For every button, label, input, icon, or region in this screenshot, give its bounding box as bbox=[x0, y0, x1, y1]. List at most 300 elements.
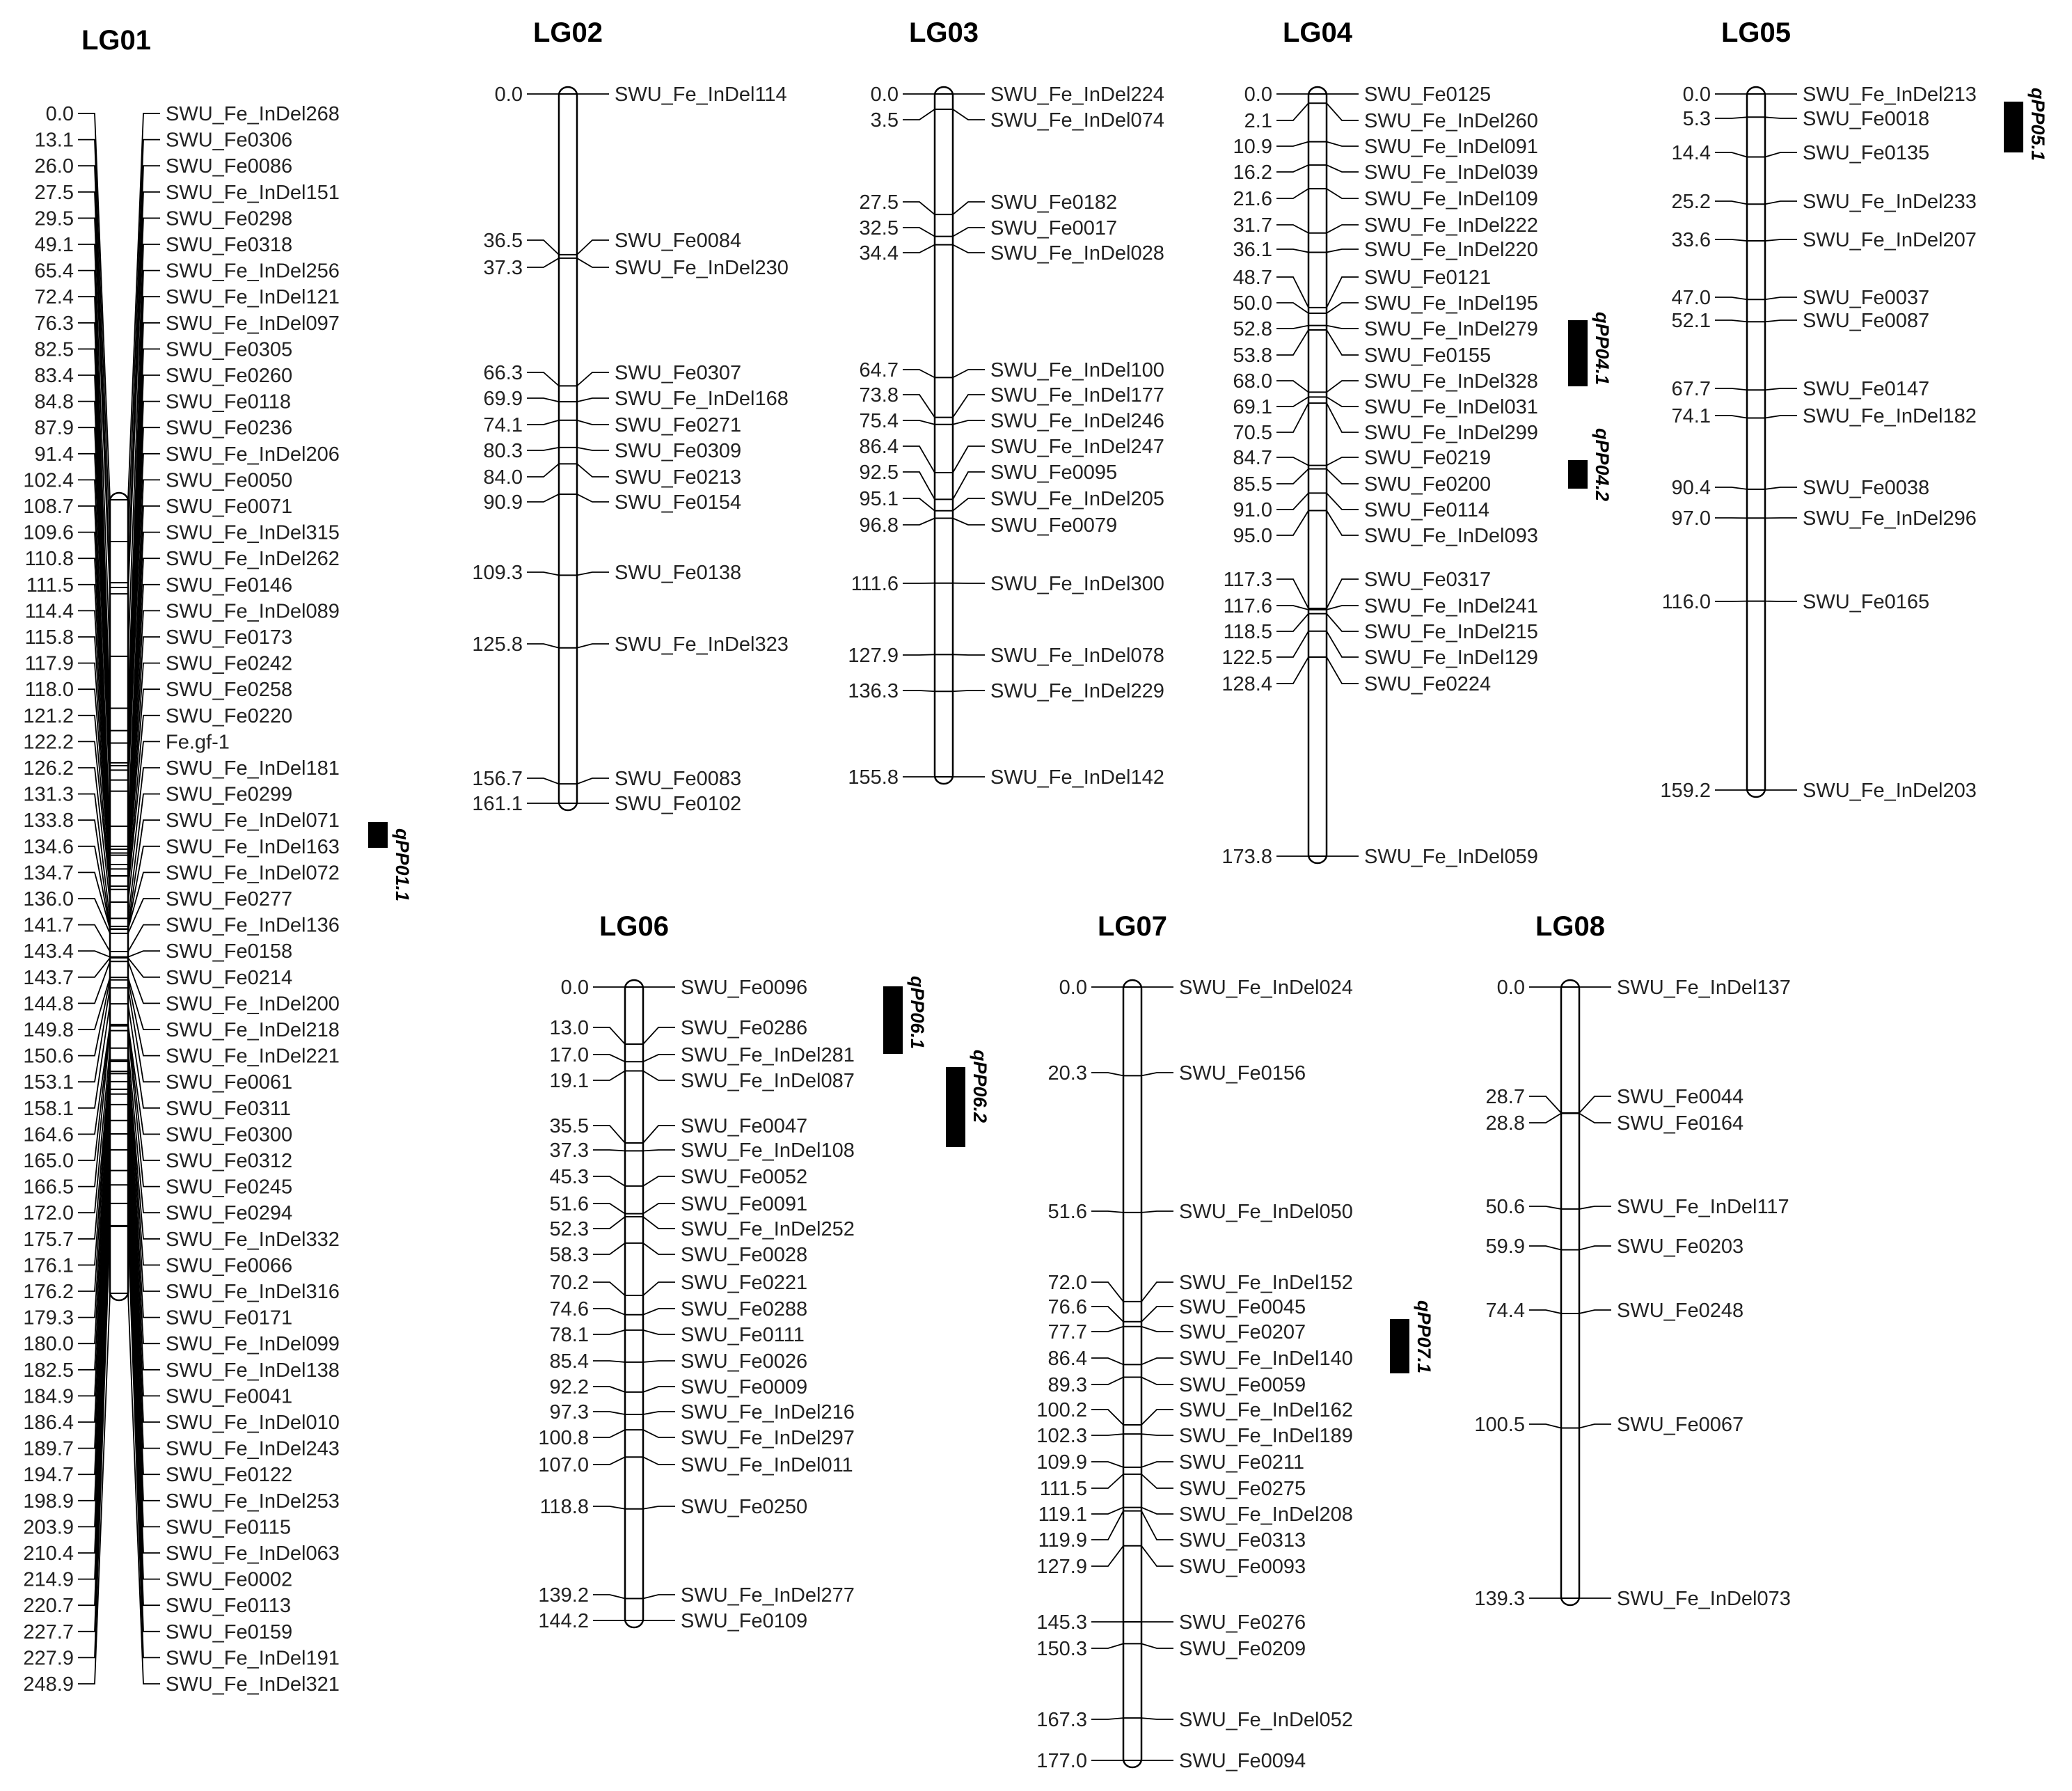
marker-position: 150.3 bbox=[1036, 1638, 1087, 1660]
marker-position: 84.7 bbox=[1233, 447, 1272, 469]
marker-name: SWU_Fe0050 bbox=[166, 469, 293, 492]
marker-connector-right bbox=[1327, 457, 1359, 466]
marker-connector-right bbox=[1327, 103, 1359, 120]
marker-connector-right bbox=[1141, 1211, 1173, 1213]
marker-name: SWU_Fe_InDel299 bbox=[1364, 422, 1538, 444]
chromosome-bar bbox=[625, 980, 643, 1627]
marker-connector-right bbox=[643, 1330, 675, 1334]
marker-name: SWU_Fe_InDel011 bbox=[681, 1454, 853, 1476]
marker-name: SWU_Fe_InDel091 bbox=[1364, 136, 1538, 158]
marker-connector-right bbox=[1141, 1358, 1173, 1364]
marker-name: SWU_Fe0298 bbox=[166, 207, 293, 230]
marker-name: SWU_Fe_InDel230 bbox=[615, 257, 789, 279]
marker-connector-right bbox=[577, 258, 609, 267]
marker-connector-right bbox=[577, 372, 609, 386]
marker-position: 73.8 bbox=[859, 384, 899, 407]
marker-position: 172.0 bbox=[23, 1202, 74, 1225]
marker-connector-left bbox=[78, 951, 110, 957]
marker-position: 227.9 bbox=[23, 1647, 74, 1670]
marker-connector-left bbox=[1715, 117, 1747, 118]
marker-name: SWU_Fe_InDel241 bbox=[1364, 595, 1538, 617]
marker-name: SWU_Fe_InDel268 bbox=[166, 103, 340, 125]
marker-name: SWU_Fe0307 bbox=[615, 362, 742, 384]
marker-position: 145.3 bbox=[1036, 1611, 1087, 1634]
marker-position: 166.5 bbox=[23, 1176, 74, 1199]
marker-connector-right bbox=[128, 961, 160, 1003]
marker-position: 91.0 bbox=[1233, 499, 1272, 521]
chromosome-bar bbox=[1561, 980, 1579, 1605]
marker-position: 28.8 bbox=[1485, 1112, 1525, 1135]
marker-name: SWU_Fe_InDel296 bbox=[1803, 507, 1977, 530]
marker-connector-right bbox=[643, 1387, 675, 1392]
marker-connector-right bbox=[643, 1412, 675, 1414]
marker-name: SWU_Fe_InDel177 bbox=[990, 384, 1164, 407]
marker-name: SWU_Fe0248 bbox=[1617, 1300, 1744, 1322]
marker-name: SWU_Fe0260 bbox=[166, 365, 293, 387]
marker-position: 115.8 bbox=[24, 626, 74, 649]
marker-position: 143.4 bbox=[23, 940, 74, 963]
marker-connector-left bbox=[593, 1361, 625, 1362]
marker-connector-right bbox=[953, 395, 985, 418]
marker-name: SWU_Fe0061 bbox=[166, 1071, 293, 1094]
marker-position: 119.9 bbox=[1038, 1529, 1087, 1552]
marker-position: 149.8 bbox=[23, 1019, 74, 1041]
marker-position: 72.0 bbox=[1047, 1272, 1087, 1294]
marker-connector-left bbox=[1091, 1211, 1123, 1213]
marker-position: 177.0 bbox=[1036, 1750, 1087, 1772]
marker-name: SWU_Fe0214 bbox=[166, 966, 293, 989]
marker-connector-right bbox=[643, 1204, 675, 1214]
linkage-group-title: LG08 bbox=[1535, 911, 1606, 942]
linkage-group-title: LG05 bbox=[1721, 17, 1792, 48]
marker-position: 78.1 bbox=[549, 1324, 589, 1346]
marker-connector-right bbox=[1141, 1410, 1173, 1425]
marker-connector-right bbox=[1327, 614, 1359, 631]
marker-connector-left bbox=[1276, 457, 1308, 466]
marker-position: 37.3 bbox=[483, 257, 523, 279]
marker-connector-left bbox=[1715, 239, 1747, 241]
marker-connector-right bbox=[1327, 403, 1359, 432]
linkage-group-title: LG01 bbox=[81, 25, 152, 56]
marker-name: SWU_Fe_InDel031 bbox=[1364, 396, 1538, 418]
marker-connector-left bbox=[593, 1506, 625, 1509]
marker-connector-left bbox=[1276, 103, 1308, 120]
marker-position: 69.1 bbox=[1233, 396, 1272, 418]
marker-connector-right bbox=[1765, 201, 1797, 204]
marker-name: SWU_Fe_InDel279 bbox=[1364, 318, 1538, 340]
marker-connector-right bbox=[643, 1055, 675, 1062]
marker-connector-left bbox=[527, 258, 559, 267]
marker-position: 118.8 bbox=[539, 1496, 589, 1518]
marker-name: SWU_Fe0037 bbox=[1803, 287, 1930, 309]
marker-connector-right bbox=[1327, 579, 1359, 608]
marker-name: SWU_Fe0224 bbox=[1364, 673, 1492, 695]
marker-connector-left bbox=[1091, 1508, 1123, 1514]
marker-name: SWU_Fe_InDel203 bbox=[1803, 780, 1977, 802]
marker-position: 91.4 bbox=[34, 443, 74, 466]
marker-name: SWU_Fe0207 bbox=[1179, 1321, 1306, 1343]
marker-position: 72.4 bbox=[34, 286, 74, 309]
marker-position: 13.1 bbox=[34, 129, 74, 152]
marker-connector-left bbox=[593, 1387, 625, 1392]
marker-position: 117.3 bbox=[1223, 569, 1272, 591]
marker-position: 109.6 bbox=[23, 521, 74, 544]
marker-connector-left bbox=[527, 644, 559, 648]
marker-name: SWU_Fe_InDel100 bbox=[990, 359, 1164, 381]
marker-position: 175.7 bbox=[23, 1228, 74, 1251]
linkage-group-lg03 bbox=[848, 17, 1164, 789]
marker-name: SWU_Fe_InDel191 bbox=[166, 1647, 340, 1670]
marker-position: 156.7 bbox=[472, 768, 523, 790]
marker-name: SWU_Fe_InDel129 bbox=[1364, 647, 1538, 669]
marker-position: 68.0 bbox=[1233, 370, 1272, 393]
marker-name: SWU_Fe0271 bbox=[615, 414, 742, 436]
marker-connector-right bbox=[643, 1150, 675, 1151]
marker-connector-right bbox=[643, 1457, 675, 1465]
marker-name: SWU_Fe0277 bbox=[166, 888, 293, 910]
marker-name: SWU_Fe0066 bbox=[166, 1254, 293, 1277]
marker-connector-right bbox=[643, 1217, 675, 1229]
marker-name: SWU_Fe_InDel332 bbox=[166, 1228, 340, 1251]
marker-name: SWU_Fe0306 bbox=[166, 129, 293, 152]
marker-position: 108.7 bbox=[23, 496, 74, 518]
marker-name: SWU_Fe_InDel216 bbox=[681, 1401, 855, 1423]
marker-name: SWU_Fe_InDel142 bbox=[990, 766, 1164, 789]
marker-connector-right bbox=[1327, 606, 1359, 610]
marker-connector-left bbox=[903, 109, 935, 120]
linkage-group-title: LG03 bbox=[908, 17, 979, 48]
marker-name: SWU_Fe0093 bbox=[1179, 1556, 1306, 1578]
marker-name: SWU_Fe0125 bbox=[1364, 84, 1492, 106]
marker-position: 125.8 bbox=[472, 633, 523, 656]
marker-connector-right bbox=[1765, 416, 1797, 418]
marker-position: 109.9 bbox=[1036, 1451, 1087, 1474]
marker-position: 180.0 bbox=[23, 1333, 74, 1356]
marker-name: SWU_Fe_InDel050 bbox=[1179, 1201, 1353, 1223]
marker-name: SWU_Fe_InDel205 bbox=[990, 488, 1164, 510]
marker-position: 139.2 bbox=[538, 1584, 589, 1607]
marker-position: 119.1 bbox=[1038, 1504, 1087, 1526]
marker-connector-right bbox=[643, 1309, 675, 1315]
marker-position: 19.1 bbox=[549, 1070, 589, 1092]
marker-position: 164.6 bbox=[23, 1123, 74, 1146]
marker-position: 0.0 bbox=[494, 84, 523, 106]
marker-position: 17.0 bbox=[549, 1044, 589, 1066]
marker-connector-right bbox=[1327, 165, 1359, 172]
marker-connector-left bbox=[1091, 1546, 1123, 1566]
marker-position: 25.2 bbox=[1671, 191, 1711, 213]
marker-name: SWU_Fe0147 bbox=[1803, 378, 1930, 400]
marker-position: 118.0 bbox=[24, 679, 74, 702]
marker-name: SWU_Fe_InDel260 bbox=[1364, 110, 1538, 132]
marker-position: 53.8 bbox=[1233, 345, 1272, 367]
marker-position: 52.1 bbox=[1671, 310, 1711, 332]
qtl-label: qPP06.2 bbox=[970, 1050, 990, 1123]
marker-position: 47.0 bbox=[1671, 287, 1711, 309]
marker-position: 0.0 bbox=[560, 977, 589, 999]
marker-name: SWU_Fe0156 bbox=[1179, 1062, 1306, 1084]
marker-connector-right bbox=[1579, 1096, 1611, 1113]
marker-position: 95.1 bbox=[859, 488, 899, 510]
marker-position: 96.8 bbox=[859, 514, 899, 537]
marker-name: SWU_Fe_InDel114 bbox=[615, 84, 787, 106]
marker-position: 118.5 bbox=[1223, 621, 1272, 643]
marker-connector-right bbox=[1579, 1206, 1611, 1209]
marker-position: 95.0 bbox=[1233, 525, 1272, 547]
marker-name: SWU_Fe0087 bbox=[1803, 310, 1930, 332]
marker-connector-right bbox=[577, 448, 609, 450]
marker-name: SWU_Fe0038 bbox=[1803, 477, 1930, 499]
marker-position: 155.8 bbox=[848, 766, 899, 789]
marker-connector-left bbox=[1091, 1718, 1123, 1719]
marker-position: 100.8 bbox=[538, 1427, 589, 1449]
marker-position: 32.5 bbox=[859, 217, 899, 239]
marker-name: SWU_Fe_InDel010 bbox=[166, 1412, 340, 1434]
marker-connector-right bbox=[1141, 1307, 1173, 1322]
marker-name: SWU_Fe_InDel099 bbox=[166, 1333, 340, 1356]
marker-connector-right bbox=[643, 1430, 675, 1437]
marker-position: 136.0 bbox=[23, 888, 74, 910]
marker-name: SWU_Fe_InDel073 bbox=[1617, 1588, 1791, 1610]
marker-name: SWU_Fe0094 bbox=[1179, 1750, 1306, 1772]
marker-name: SWU_Fe0313 bbox=[1179, 1529, 1306, 1552]
marker-position: 36.1 bbox=[1233, 239, 1272, 261]
marker-connector-right bbox=[1765, 487, 1797, 489]
marker-connector-left bbox=[1529, 1424, 1561, 1428]
linkage-group-lg02 bbox=[472, 17, 788, 815]
marker-connector-left bbox=[1091, 1511, 1123, 1540]
marker-connector-left bbox=[593, 1204, 625, 1214]
marker-name: SWU_Fe_InDel059 bbox=[1364, 846, 1538, 868]
marker-position: 114.4 bbox=[24, 600, 74, 623]
marker-name: SWU_Fe_InDel213 bbox=[1803, 84, 1977, 106]
marker-name: SWU_Fe0288 bbox=[681, 1298, 808, 1320]
marker-connector-right bbox=[1141, 1282, 1173, 1302]
marker-connector-left bbox=[903, 370, 935, 377]
marker-name: SWU_Fe0002 bbox=[166, 1568, 293, 1591]
marker-position: 134.7 bbox=[23, 862, 74, 885]
marker-connector-right bbox=[643, 1071, 675, 1080]
marker-position: 100.2 bbox=[1036, 1399, 1087, 1421]
marker-position: 29.5 bbox=[34, 207, 74, 230]
marker-connector-right bbox=[1765, 388, 1797, 390]
marker-position: 186.4 bbox=[23, 1412, 74, 1434]
marker-connector-right bbox=[1141, 1508, 1173, 1514]
marker-name: SWU_Fe0317 bbox=[1364, 569, 1492, 591]
marker-name: SWU_Fe_InDel089 bbox=[166, 600, 340, 623]
marker-connector-right bbox=[1579, 1310, 1611, 1313]
marker-connector-left bbox=[903, 498, 935, 511]
marker-position: 179.3 bbox=[23, 1307, 74, 1330]
marker-connector-left bbox=[1276, 165, 1308, 172]
marker-connector-right bbox=[1327, 657, 1359, 684]
linkage-group-lg07 bbox=[1036, 911, 1434, 1772]
marker-position: 13.0 bbox=[549, 1017, 589, 1039]
marker-connector-right bbox=[1327, 511, 1359, 535]
marker-name: SWU_Fe_InDel222 bbox=[1364, 214, 1538, 237]
marker-name: SWU_Fe0118 bbox=[166, 390, 291, 413]
marker-position: 0.0 bbox=[45, 103, 74, 125]
marker-name: SWU_Fe0017 bbox=[990, 217, 1118, 239]
marker-name: SWU_Fe_InDel221 bbox=[166, 1045, 340, 1068]
marker-name: SWU_Fe_InDel218 bbox=[166, 1019, 340, 1041]
linkage-group-lg08 bbox=[1474, 911, 1790, 1610]
marker-name: SWU_Fe_InDel063 bbox=[166, 1543, 340, 1565]
marker-connector-right bbox=[128, 951, 160, 957]
linkage-group-lg06 bbox=[538, 911, 990, 1632]
marker-position: 35.5 bbox=[549, 1115, 589, 1137]
marker-position: 161.1 bbox=[472, 793, 523, 815]
marker-connector-right bbox=[1327, 303, 1359, 313]
marker-name: SWU_Fe_InDel138 bbox=[166, 1359, 340, 1382]
marker-connector-left bbox=[903, 245, 935, 253]
marker-position: 74.1 bbox=[483, 414, 523, 436]
marker-connector-left bbox=[593, 1243, 625, 1254]
marker-position: 122.5 bbox=[1221, 647, 1272, 669]
marker-connector-left bbox=[1276, 469, 1308, 484]
marker-connector-left bbox=[1276, 142, 1308, 146]
marker-connector-left bbox=[593, 1595, 625, 1598]
linkage-group-title: LG06 bbox=[599, 911, 670, 942]
marker-connector-right bbox=[1765, 297, 1797, 299]
marker-position: 131.3 bbox=[23, 783, 74, 806]
marker-position: 50.6 bbox=[1485, 1196, 1525, 1218]
marker-name: SWU_Fe0045 bbox=[1179, 1296, 1306, 1318]
marker-connector-left bbox=[903, 395, 935, 418]
marker-position: 21.6 bbox=[1233, 188, 1272, 210]
qtl-interval-bar bbox=[368, 822, 388, 848]
marker-connector-left bbox=[593, 1176, 625, 1186]
marker-connector-right bbox=[1141, 1546, 1173, 1566]
marker-connector-left bbox=[1091, 1327, 1123, 1332]
marker-name: Fe.gf-1 bbox=[166, 731, 230, 754]
marker-position: 117.9 bbox=[24, 652, 74, 675]
marker-name: SWU_Fe0026 bbox=[681, 1350, 808, 1373]
marker-name: SWU_Fe_InDel300 bbox=[990, 573, 1164, 595]
marker-position: 184.9 bbox=[23, 1385, 74, 1408]
marker-name: SWU_Fe_InDel162 bbox=[1179, 1399, 1353, 1421]
marker-connector-right bbox=[1327, 469, 1359, 484]
marker-connector-left bbox=[78, 961, 110, 1003]
marker-position: 75.4 bbox=[859, 410, 899, 432]
marker-position: 0.0 bbox=[1244, 84, 1272, 106]
marker-name: SWU_Fe_InDel281 bbox=[681, 1044, 855, 1066]
marker-name: SWU_Fe_InDel206 bbox=[166, 443, 340, 466]
marker-connector-right bbox=[953, 109, 985, 120]
marker-connector-right bbox=[577, 572, 609, 575]
marker-name: SWU_Fe_InDel229 bbox=[990, 680, 1164, 702]
marker-connector-right bbox=[953, 202, 985, 214]
marker-position: 128.4 bbox=[1221, 673, 1272, 695]
marker-name: SWU_Fe0009 bbox=[681, 1376, 808, 1398]
marker-connector-left bbox=[527, 494, 559, 502]
marker-connector-right bbox=[1141, 1462, 1173, 1467]
marker-connector-left bbox=[1529, 1246, 1561, 1250]
marker-connector-left bbox=[1529, 1114, 1561, 1123]
marker-connector-right bbox=[643, 1243, 675, 1254]
marker-position: 64.7 bbox=[859, 359, 899, 381]
marker-name: SWU_Fe_InDel208 bbox=[1179, 1504, 1353, 1526]
marker-position: 45.3 bbox=[549, 1166, 589, 1188]
marker-position: 48.7 bbox=[1233, 267, 1272, 289]
marker-name: SWU_Fe0312 bbox=[166, 1150, 293, 1172]
marker-position: 173.8 bbox=[1221, 846, 1272, 868]
marker-connector-right bbox=[643, 1027, 675, 1044]
marker-position: 109.3 bbox=[472, 562, 523, 584]
marker-position: 227.7 bbox=[23, 1620, 74, 1643]
marker-name: SWU_Fe_InDel087 bbox=[681, 1070, 855, 1092]
marker-name: SWU_Fe_InDel220 bbox=[1364, 239, 1538, 261]
marker-connector-left bbox=[593, 1150, 625, 1151]
marker-position: 2.1 bbox=[1244, 110, 1272, 132]
marker-connector-right bbox=[953, 370, 985, 377]
marker-name: SWU_Fe_InDel246 bbox=[990, 410, 1164, 432]
marker-position: 141.7 bbox=[23, 914, 74, 937]
marker-connector-left bbox=[1091, 1474, 1123, 1488]
marker-connector-left bbox=[527, 572, 559, 575]
marker-connector-right bbox=[577, 494, 609, 502]
marker-position: 176.2 bbox=[23, 1281, 74, 1303]
marker-connector-left bbox=[1276, 511, 1308, 535]
marker-position: 76.6 bbox=[1047, 1296, 1087, 1318]
marker-name: SWU_Fe0245 bbox=[166, 1176, 293, 1199]
marker-connector-right bbox=[1765, 117, 1797, 118]
marker-name: SWU_Fe0309 bbox=[615, 440, 742, 462]
marker-position: 102.3 bbox=[1036, 1425, 1087, 1447]
marker-connector-left bbox=[527, 464, 559, 477]
marker-position: 33.6 bbox=[1671, 229, 1711, 251]
qtl-interval-bar bbox=[2004, 102, 2023, 152]
marker-connector-right bbox=[1141, 1327, 1173, 1332]
marker-name: SWU_Fe_InDel181 bbox=[166, 757, 340, 780]
marker-connector-right bbox=[953, 519, 985, 525]
marker-connector-right bbox=[1579, 1424, 1611, 1428]
marker-name: SWU_Fe0071 bbox=[166, 496, 293, 518]
marker-connector-right bbox=[643, 1595, 675, 1598]
marker-name: SWU_Fe_InDel321 bbox=[166, 1673, 340, 1696]
marker-connector-left bbox=[1276, 631, 1308, 657]
marker-name: SWU_Fe_InDel215 bbox=[1364, 621, 1538, 643]
marker-connector-left bbox=[1091, 1358, 1123, 1364]
marker-position: 37.3 bbox=[549, 1139, 589, 1162]
marker-position: 153.1 bbox=[23, 1071, 74, 1094]
marker-position: 133.8 bbox=[23, 810, 74, 833]
marker-connector-left bbox=[1276, 614, 1308, 631]
marker-name: SWU_Fe_InDel140 bbox=[1179, 1348, 1353, 1370]
marker-name: SWU_Fe0220 bbox=[166, 704, 293, 727]
marker-name: SWU_Fe0275 bbox=[1179, 1478, 1306, 1500]
marker-connector-left bbox=[1276, 657, 1308, 684]
qtl-interval-bar bbox=[883, 986, 903, 1054]
marker-connector-left bbox=[1276, 330, 1308, 355]
marker-connector-left bbox=[527, 372, 559, 386]
marker-name: SWU_Fe0305 bbox=[166, 338, 293, 361]
marker-name: SWU_Fe_InDel163 bbox=[166, 835, 340, 858]
marker-position: 167.3 bbox=[1036, 1709, 1087, 1731]
marker-position: 3.5 bbox=[870, 109, 899, 132]
marker-position: 85.4 bbox=[549, 1350, 589, 1373]
marker-connector-right bbox=[1765, 239, 1797, 241]
marker-connector-right bbox=[577, 778, 609, 784]
marker-position: 69.9 bbox=[483, 388, 523, 410]
marker-connector-right bbox=[1327, 326, 1359, 329]
marker-name: SWU_Fe_InDel097 bbox=[166, 312, 340, 335]
marker-position: 10.9 bbox=[1233, 136, 1272, 158]
marker-name: SWU_Fe0219 bbox=[1364, 447, 1492, 469]
marker-name: SWU_Fe_InDel117 bbox=[1617, 1196, 1789, 1218]
marker-name: SWU_Fe_InDel328 bbox=[1364, 370, 1538, 393]
marker-connector-right bbox=[1327, 249, 1359, 252]
